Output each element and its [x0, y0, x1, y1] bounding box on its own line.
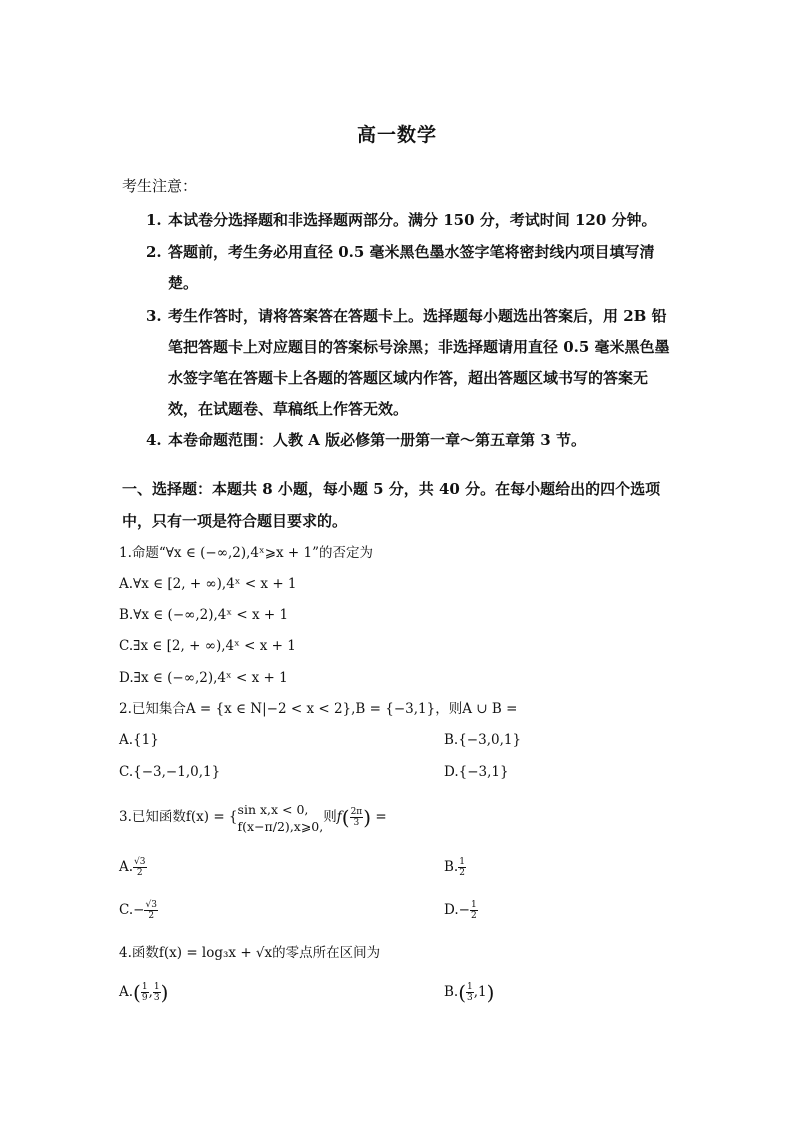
fraction-denominator: 2 [148, 911, 155, 921]
question-2-stem: 2.已知集合A = {x ∈ N|−2 < x < 2},B = {−3,1}，则A ∪ B = [119, 701, 518, 717]
option-label: A. [119, 859, 134, 875]
piece-1: sin x,x < 0, [237, 801, 309, 817]
question-1-option-b: B.∀x ∈ (−∞,2),4ˣ < x + 1 [119, 607, 289, 623]
fraction [466, 982, 474, 1003]
question-4-option-a [119, 982, 168, 1003]
question-1-option-d: D.∃x ∈ (−∞,2),4ˣ < x + 1 [119, 670, 288, 686]
fraction-denominator: 3 [153, 993, 160, 1003]
notice-item-text: 答题前，考生务必用直径 0.5 毫米黑色墨水签字笔将密封线内项目填写清楚。 [168, 243, 655, 292]
notice-item-number: 4. [146, 431, 162, 449]
section-heading: 一、选择题：本题共 8 小题，每小题 5 分，共 40 分。在每小题给出的四个选项中，只有一项是符合题目要求的。 [122, 480, 661, 530]
option-label: A. [119, 984, 134, 1000]
paren-open: ( [341, 805, 350, 830]
notice-heading: 考生注意： [122, 177, 198, 195]
question-3-stem [119, 795, 387, 841]
question-3-option-a [119, 857, 147, 878]
equals-sign: = [375, 809, 387, 825]
piecewise-definition [238, 801, 324, 835]
interval-end: ,1 [473, 984, 487, 1000]
fraction-denominator: 3 [467, 993, 473, 1003]
fraction-denominator: 3 [353, 818, 360, 828]
question-1-option-c: C.∃x ∈ [2, + ∞),4ˣ < x + 1 [119, 638, 296, 654]
question-3-function: f(x) = { [185, 809, 238, 825]
notice-item-number: 2. [146, 243, 162, 261]
notice-item-number: 3. [146, 307, 162, 325]
notice-item-text: 本试卷分选择题和非选择题两部分。满分 150 分，考试时间 120 分钟。 [168, 211, 657, 229]
fraction [141, 982, 149, 1003]
question-2-option-d: D.{−3,1} [444, 764, 509, 780]
paren-close: ) [486, 980, 495, 1005]
fraction [458, 857, 466, 878]
fraction-denominator: 2 [136, 868, 143, 878]
question-3-option-b [444, 857, 466, 878]
fraction-arg [350, 807, 364, 828]
fraction [133, 857, 146, 878]
notice-item-text: 本卷命题范围：人教 A 版必修第一册第一章～第五章第 3 节。 [168, 431, 586, 449]
notice-item-text: 考生作答时，请将答案答在答题卡上。选择题每小题选出答案后，用 2B 铅笔把答题卡上对应题目的答案标号涂黑；非选择题请用直径 0.5 毫米黑色墨水签字笔在答题卡上各题的答题区域内作答，超出答题区域书写的答案无效，在试题卷、草稿纸上作答无效。 [168, 307, 670, 418]
fraction-denominator: 2 [459, 868, 465, 878]
fraction [144, 900, 157, 921]
fraction-numerator: 1 [459, 857, 465, 867]
option-label: C.− [119, 902, 145, 918]
notice-item-number: 1. [146, 211, 162, 229]
fraction-numerator: 2π [350, 807, 363, 817]
fraction [470, 900, 478, 921]
fraction-numerator: 1 [153, 982, 160, 992]
fraction-numerator: 1 [141, 982, 148, 992]
fraction-denominator: 2 [470, 911, 477, 921]
page-title: 高一数学 [356, 124, 437, 146]
question-4-stem: 4.函数f(x) = log₃x + √x的零点所在区间为 [119, 945, 381, 961]
comma: , [148, 984, 153, 1000]
fraction-numerator: 1 [470, 900, 477, 910]
question-2-option-c: C.{−3,−1,0,1} [119, 764, 221, 780]
fraction-numerator: √3 [134, 857, 146, 867]
question-1-stem: 1.命题“∀x ∈ (−∞,2),4ˣ⩾x + 1”的否定为 [119, 545, 374, 561]
question-3-option-c [119, 900, 158, 921]
question-3-option-d [444, 900, 478, 921]
question-4-option-b [444, 982, 494, 1003]
option-label: D.− [444, 902, 470, 918]
piece-2: f(x−π/2),x⩾0, [237, 818, 324, 834]
fraction-numerator: √3 [145, 900, 157, 910]
question-2-option-b: B.{−3,0,1} [444, 732, 522, 748]
question-1-option-a: A.∀x ∈ [2, + ∞),4ˣ < x + 1 [119, 576, 297, 592]
question-3-suffix: 则 [323, 809, 337, 825]
question-2-option-a: A.{1} [119, 732, 159, 748]
paren-close: ) [363, 805, 372, 830]
fraction-denominator: 9 [141, 993, 148, 1003]
paren-open: ( [133, 980, 141, 1005]
question-3-f: f [336, 809, 342, 825]
option-label: B. [444, 859, 459, 875]
option-label: B. [444, 984, 459, 1000]
fraction-numerator: 1 [467, 982, 473, 992]
fraction [153, 982, 161, 1003]
paren-open: ( [458, 980, 467, 1005]
paren-close: ) [160, 980, 169, 1005]
question-3-prefix: 3.已知函数 [119, 809, 186, 825]
